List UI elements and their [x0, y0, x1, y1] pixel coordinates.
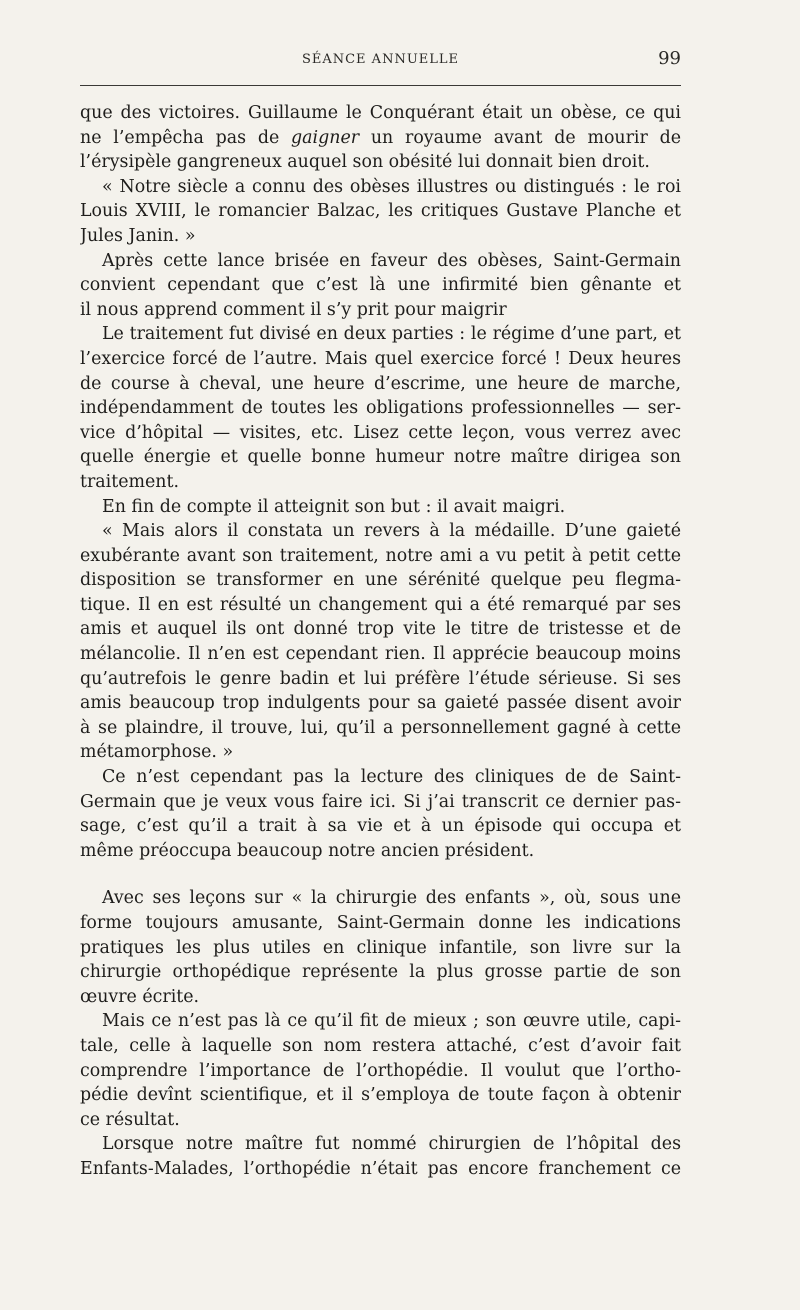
body-text — [80, 101, 681, 1182]
text-line: traitement. — [80, 471, 180, 492]
text-line: Le traitement fut divisé en deux parties : le régime d’une part, et — [102, 324, 681, 345]
text-line: de course à cheval, une heure d’escrime, une heure de marche, — [80, 373, 681, 394]
text-line: chirurgie orthopédique représente la plus grosse partie de son — [80, 962, 681, 983]
text-line: l’érysipèle gangreneux auquel son obésité lui donnait bien droit. — [80, 152, 650, 173]
text-line: même préoccupa beaucoup notre ancien président. — [80, 840, 535, 861]
text-line: Germain que je veux vous faire ici. Si j’ai transcrit ce dernier pas- — [80, 791, 681, 812]
text-line: exubérante avant son traitement, notre ami a vu petit à petit cette — [80, 545, 681, 566]
text-line: l’exercice forcé de l’autre. Mais quel exercice forcé ! Deux heures — [80, 348, 681, 369]
text-line: métamorphose. » — [80, 742, 234, 763]
text-line: disposition se transformer en une sérénité quelque peu flegma- — [80, 570, 681, 591]
text-line: que des victoires. Guillaume le Conquérant était un obèse, ce qui — [80, 103, 681, 123]
text-line: mélancolie. Il n’en est cependant rien. Il apprécie beaucoup moins — [80, 644, 681, 665]
text-line: indépendamment de toutes les obligations professionnelles — ser- — [80, 398, 681, 419]
header-rule — [80, 85, 681, 86]
text-line: tale, celle à laquelle son nom restera attaché, c’est d’avoir fait — [80, 1035, 681, 1056]
text-line: Après cette lance brisée en faveur des obèses, Saint-Germain — [102, 250, 681, 271]
text-line: vice d’hôpital — visites, etc. Lisez cette leçon, vous verrez avec — [80, 422, 681, 443]
text-line: Enfants-Malades, l’orthopédie n’était pas encore franchement ce — [80, 1158, 681, 1179]
text-line: Lorsque notre maître fut nommé chirurgien de l’hôpital des — [102, 1134, 681, 1155]
text-line: Mais ce n’est pas là ce qu’il fit de mieux ; son œuvre utile, capi- — [102, 1011, 681, 1032]
text-line: comprendre l’importance de l’orthopédie. Il voulut que l’ortho- — [80, 1060, 681, 1081]
text-line: qu’autrefois le genre badin et lui préfère l’étude sérieuse. Si ses — [80, 668, 681, 689]
text-line: « Mais alors il constata un revers à la médaille. D’une gaieté — [102, 521, 681, 542]
text-line: amis et auquel ils ont donné trop vite le titre de tristesse et de — [80, 619, 681, 640]
text-line: quelle énergie et quelle bonne humeur notre maître dirigea son — [80, 447, 681, 468]
text-line: ce résultat. — [80, 1109, 180, 1130]
text-line: amis beaucoup trop indulgents pour sa gaieté passée disent avoir — [80, 693, 681, 714]
section-gap — [80, 863, 681, 886]
text-line: forme toujours amusante, Saint-Germain donne les indications — [80, 913, 681, 933]
page-header — [80, 48, 681, 72]
text-line: « Notre siècle a connu des obèses illustres ou distingués : le roi — [102, 176, 681, 197]
text-line: œuvre écrite. — [80, 986, 200, 1007]
text-line: Jules Janin. » — [80, 225, 196, 246]
text-line: convient cependant que c’est là une infirmité bien gênante et — [80, 275, 681, 296]
text-line: il nous apprend comment il s’y prit pour maigrir — [80, 299, 507, 320]
text-line: Ce n’est cependant pas la lecture des cliniques de de Saint- — [102, 767, 681, 788]
text-line: sage, c’est qu’il a trait à sa vie et à un épisode qui occupa et — [80, 816, 681, 837]
text-line: En fin de compte il atteignit son but : il avait maigri. — [102, 496, 566, 517]
text-line: pratiques les plus utiles en clinique infantile, son livre sur la — [80, 937, 681, 958]
page-number: 99 — [658, 48, 681, 69]
text-line: à se plaindre, il trouve, lui, qu’il a personnellement gagné à cette — [80, 717, 681, 738]
running-head: SÉANCE ANNUELLE — [301, 52, 460, 67]
text-line: pédie devînt scientifique, et il s’employa de toute façon à obtenir — [80, 1085, 681, 1106]
text-line: ne l’empêcha pas de gaigner un royaume avant de mourir de — [80, 127, 681, 148]
text-line: Louis XVIII, le romancier Balzac, les critiques Gustave Planche et — [80, 201, 681, 222]
text-line: tique. Il en est résulté un changement qui a été remarqué par ses — [80, 594, 681, 615]
italic-word: gaigner — [291, 127, 360, 148]
text-line: Avec ses leçons sur « la chirurgie des enfants », où, sous une — [102, 888, 681, 909]
